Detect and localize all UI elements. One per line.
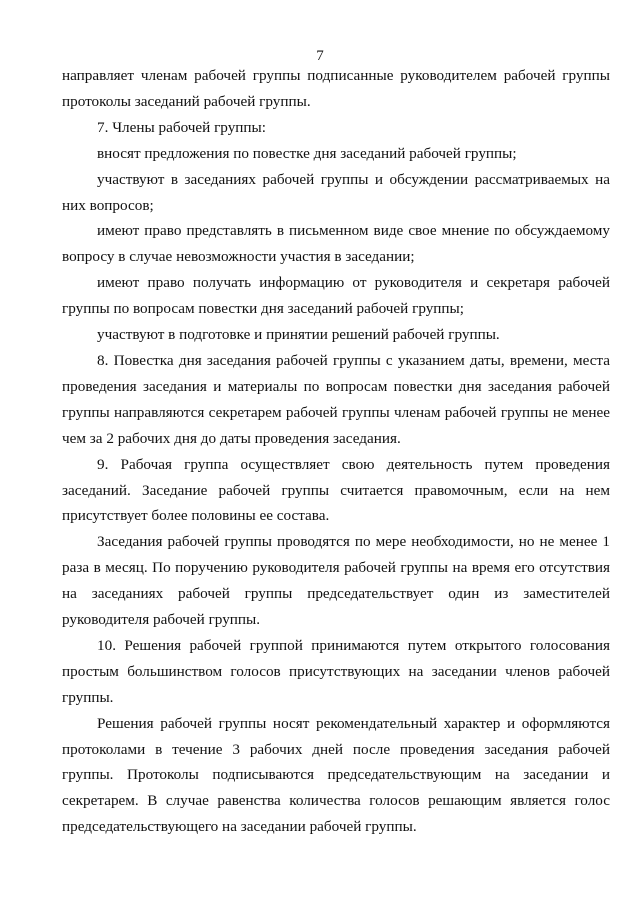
paragraph: 7. Члены рабочей группы: — [97, 118, 266, 136]
paragraph: Заседания рабочей группы проводятся по мере необходимости, но не менее 1 раза в месяц. По поручению руководителя рабочей группы на время его отсутствия на заседаниях рабочей группы председательствует один из заместителей руководителя рабочей группы. — [62, 533, 610, 629]
document-body — [62, 63, 610, 840]
paragraph: 8. Повестка дня заседания рабочей группы с указанием даты, времени, места проведения заседания и материалы по вопросам повестки дня заседания рабочей группы направляются секретарем рабочей группы членам рабочей группы не менее чем за 2 рабочих дня до даты проведения заседания. — [62, 351, 610, 447]
paragraph: направляет членам рабочей группы подписанные руководителем рабочей группы протоколы заседаний рабочей группы. — [62, 67, 610, 110]
paragraph: вносят предложения по повестке дня заседаний рабочей группы; — [97, 144, 517, 162]
paragraph: 10. Решения рабочей группой принимаются путем открытого голосования простым большинством голосов присутствующих на заседании членов рабочей группы. — [62, 636, 610, 706]
paragraph: 9. Рабочая группа осуществляет свою деятельность путем проведения заседаний. Заседание рабочей группы считается правомочным, если на нем присутствует более половины ее состава. — [62, 455, 610, 525]
paragraph: имеют право представлять в письменном виде свое мнение по обсуждаемому вопросу в случае невозможности участия в заседании; — [62, 222, 610, 266]
paragraph: Решения рабочей группы носят рекомендательный характер и оформляются протоколами в течение 3 рабочих дней после проведения заседания рабочей группы. Протоколы подписываются председательствующим на заседании и секретарем. В случае равенства количества голосов решающим является голос председательствующего на заседании рабочей группы. — [62, 714, 610, 836]
page-number: 7 — [316, 48, 324, 64]
paragraph: участвуют в подготовке и принятии решений рабочей группы. — [97, 326, 500, 344]
paragraph: участвуют в заседаниях рабочей группы и обсуждении рассматриваемых на них вопросов; — [62, 170, 610, 214]
paragraph: имеют право получать информацию от руководителя и секретаря рабочей группы по вопросам повестки дня заседаний рабочей группы; — [62, 274, 610, 318]
